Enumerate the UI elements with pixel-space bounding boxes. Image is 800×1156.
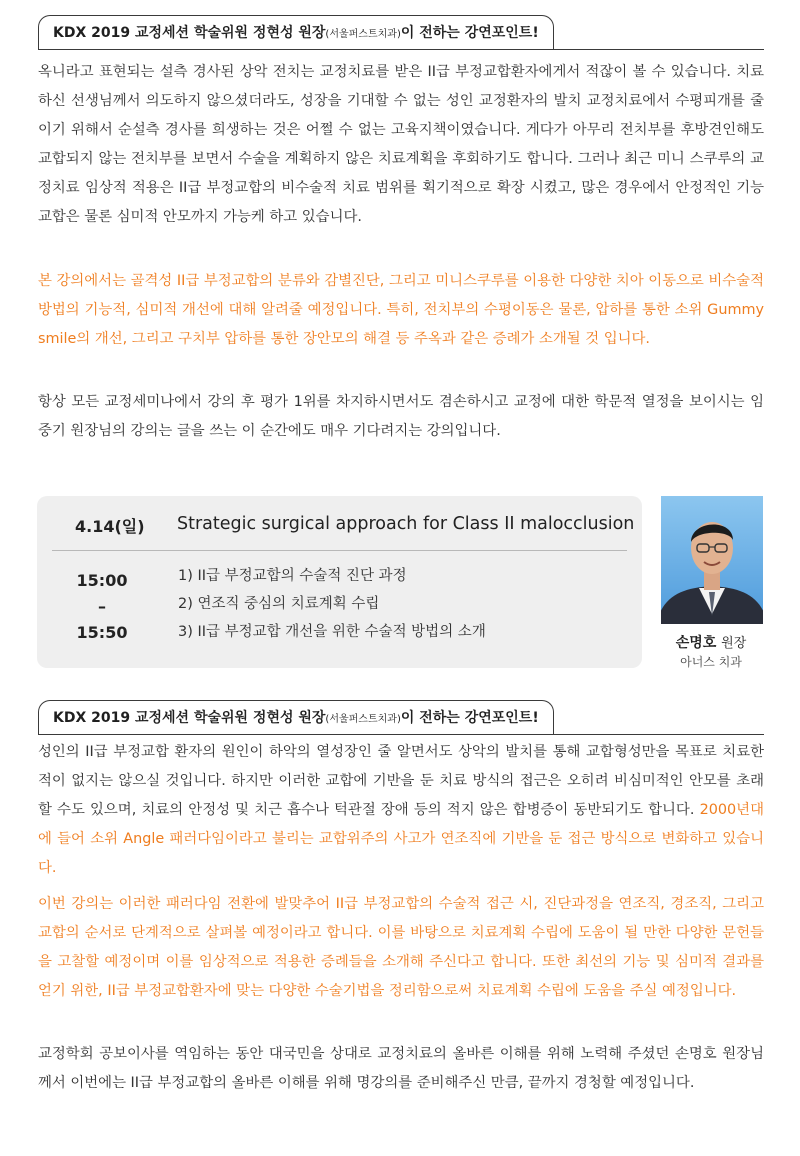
section-title-main: KDX 2019 교정세션 학술위원 정현성 원장 bbox=[53, 710, 326, 726]
speaker-portrait-icon bbox=[661, 496, 763, 624]
body-paragraph bbox=[38, 738, 764, 883]
time-start: 15:00 bbox=[76, 571, 128, 590]
highlight-text: 2000년대에 들어 소위 Angle 패러다임이라고 불리는 교합위주의 사고가 연조직에 기반을 둔 접근 방식으로 변화하고 있습니다. bbox=[38, 802, 764, 876]
section-title-tab bbox=[38, 15, 554, 50]
session-topics bbox=[178, 562, 486, 646]
topic-item: 2) 연조직 중심의 치료계획 수립 bbox=[178, 596, 380, 612]
body-text: 성인의 II급 부정교합 환자의 원인이 하악의 열성장인 줄 알면서도 상악의 발치를 통해 교합형성만을 목표로 치료한 적이 없지는 않으실 것입니다. 하지만 이러한 교합에 기반을 둔 치료 방식의 접근은 오히려 비심미적인 안모를 초래 할 수도 있으며, 치료의 안정성 및 치근 흡수나 턱관절 장애 등의 적지 않은 합병증이 동반되기도 합니다. bbox=[38, 744, 764, 818]
session-date: 4.14(일) bbox=[75, 517, 145, 536]
session-time bbox=[67, 568, 137, 646]
section-title-end: 이 전하는 강연포인트! bbox=[400, 25, 539, 41]
section-title-tab bbox=[38, 700, 554, 735]
speaker-affiliation: 아너스 치과 bbox=[680, 655, 742, 669]
body-paragraph: 교정학회 공보이사를 역임하는 동안 대국민을 상대로 교정치료의 올바른 이해를 위해 노력해 주셨던 손명호 원장님께서 이번에는 II급 부정교합의 올바른 이해를 위해 명강의를 준비해주신 만큼, 끝까지 경청할 예정입니다. bbox=[38, 1046, 764, 1091]
body-paragraph: 항상 모든 교정세미나에서 강의 후 평가 1위를 차지하시면서도 겸손하시고 교정에 대한 학문적 열정을 보이시는 임중기 원장님의 강의는 글을 쓰는 이 순간에도 매우 기다려지는 강의입니다. bbox=[38, 394, 764, 439]
schedule-box bbox=[37, 496, 642, 668]
session-title: Strategic surgical approach for Class II malocclusion bbox=[177, 514, 635, 534]
speaker-role: 원장 bbox=[721, 636, 747, 651]
section-title-underline bbox=[38, 734, 764, 735]
section-title-main: KDX 2019 교정세션 학술위원 정현성 원장 bbox=[53, 25, 326, 41]
speaker-name: 손명호 bbox=[675, 635, 717, 651]
time-separator: – bbox=[98, 597, 106, 616]
topic-item: 1) II급 부정교합의 수술적 진단 과정 bbox=[178, 568, 407, 584]
highlight-paragraph: 본 강의에서는 골격성 II급 부정교합의 분류와 감별진단, 그리고 미니스쿠루를 이용한 다양한 치아 이동으로 비수술적 방법의 기능적, 심미적 개선에 대해 알려줄 예정입니다. 특히, 전치부의 수평이동은 물론, 압하를 통한 소위 Gummy smile의 개선, 그리고 구치부 압하를 통한 장안모의 해결 등 주옥과 같은 증례가 소개될 것 입니다. bbox=[38, 273, 764, 347]
highlight-paragraph: 이번 강의는 이러한 패러다임 전환에 발맞추어 II급 부정교합의 수술적 접근 시, 진단과정을 연조직, 경조직, 그리고 교합의 순서로 단계적으로 살펴볼 예정이라고 합니다. 이를 바탕으로 치료계획 수립에 도움이 될 만한 다양한 문헌들을 고찰할 예정이며 이를 임상적으로 적용한 증례들을 소개해 주신다고 합니다. 또한 최선의 기능 및 심미적 결과를 얻기 위한, II급 부정교합환자에 맞는 다양한 수술기법을 정리함으로써 치료계획 수립에 도움을 주실 예정입니다. bbox=[38, 896, 764, 999]
time-end: 15:50 bbox=[76, 623, 128, 642]
section-title-affiliation: (서울퍼스트치과) bbox=[325, 714, 401, 725]
body-paragraph: 옥니라고 표현되는 설측 경사된 상악 전치는 교정치료를 받은 II급 부정교합환자에게서 적잖이 볼 수 있습니다. 치료하신 선생님께서 의도하지 않으셨더라도, 성장을 기대할 수 없는 성인 교정환자의 발치 교정치료에서 수평피개를 줄이기 위해서 순설측 경사를 희생하는 것은 어쩔 수 없는 고육지책이였습니다. 게다가 아무리 전치부를 후방견인해도 교합되지 않는 전치부를 보면서 수술을 계획하지 않은 치료계획을 후회하기도 합니다. 그러나 최근 미니 스쿠루의 교정치료 임상적 적용은 II급 부정교합의 비수술적 치료 범위를 획기적으로 확장 시켰고, 많은 경우에서 안정적인 기능교합은 물론 심미적 안모까지 가능케 하고 있습니다. bbox=[38, 64, 764, 225]
section-title-underline bbox=[38, 49, 764, 50]
schedule-divider bbox=[52, 550, 627, 551]
section-title-end: 이 전하는 강연포인트! bbox=[400, 710, 539, 726]
topic-item: 3) II급 부정교합 개선을 위한 수술적 방법의 소개 bbox=[178, 624, 486, 640]
section-title-affiliation: (서울퍼스트치과) bbox=[325, 29, 401, 40]
speaker-name-line bbox=[640, 632, 782, 652]
speaker-photo bbox=[661, 496, 763, 624]
